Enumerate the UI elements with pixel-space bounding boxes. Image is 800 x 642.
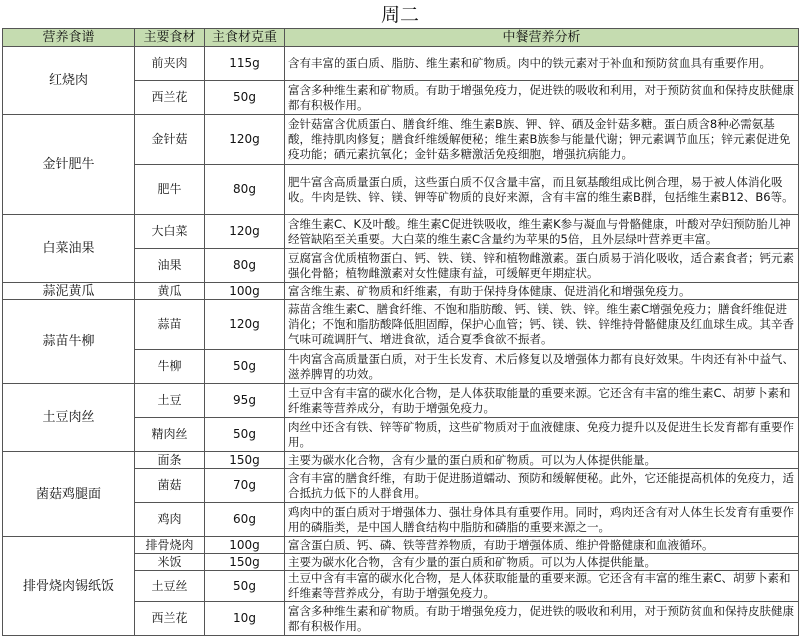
nutrition-analysis: 豆腐富含优质植物蛋白、钙、铁、镁、锌和植物雌激素。蛋白质易于消化吸收，适合素食者；钙元素强化骨骼；植物雌激素对女性健康有益，可缓解更年期症状。 xyxy=(285,249,799,283)
ingredient-name: 土豆丝 xyxy=(135,571,205,602)
ingredient-weight: 50g xyxy=(205,81,285,115)
table-body xyxy=(3,47,799,636)
dish-name: 金针肥牛 xyxy=(3,115,135,215)
ingredient-name: 油果 xyxy=(135,249,205,283)
ingredient-weight: 120g xyxy=(205,115,285,165)
ingredient-weight: 150g xyxy=(205,554,285,571)
ingredient-weight: 100g xyxy=(205,537,285,554)
nutrition-analysis: 鸡肉中的蛋白质对于增强体力、强壮身体具有重要作用。同时，鸡肉还含有对人体生长发育有重要作用的磷脂类，是中国人膳食结构中脂肪和磷脂的重要来源之一。 xyxy=(285,503,799,537)
nutrition-table xyxy=(2,28,799,636)
ingredient-weight: 50g xyxy=(205,350,285,384)
dish-name: 排骨烧肉锡纸饭 xyxy=(3,537,135,636)
ingredient-name: 蒜苗 xyxy=(135,300,205,350)
ingredient-weight: 70g xyxy=(205,469,285,503)
ingredient-name: 牛柳 xyxy=(135,350,205,384)
table-row xyxy=(3,300,799,350)
ingredient-name: 西兰花 xyxy=(135,81,205,115)
table-row xyxy=(3,384,799,418)
ingredient-name: 大白菜 xyxy=(135,215,205,249)
ingredient-weight: 115g xyxy=(205,47,285,81)
ingredient-name: 菌菇 xyxy=(135,469,205,503)
dish-name: 土豆肉丝 xyxy=(3,384,135,452)
table-row xyxy=(3,283,799,300)
nutrition-analysis: 土豆中含有丰富的碳水化合物，是人体获取能量的重要来源。它还含有丰富的维生素C、胡萝卜素和纤维素等营养成分，有助于增强免疫力。 xyxy=(285,384,799,418)
dish-name: 红烧肉 xyxy=(3,47,135,115)
page-title: 周二 xyxy=(380,4,419,26)
dish-name: 蒜泥黄瓜 xyxy=(3,283,135,300)
nutrition-analysis: 富含多种维生素和矿物质。有助于增强免疫力，促进铁的吸收和利用，对于预防贫血和保持皮肤健康都有积极作用。 xyxy=(285,602,799,636)
ingredient-weight: 80g xyxy=(205,165,285,215)
nutrition-analysis: 金针菇富含优质蛋白、膳食纤维、维生素B族、钾、锌、硒及金针菇多糖。蛋白质含8种必需氨基酸，维持肌肉修复；膳食纤维缓解便秘；维生素B族参与能量代谢；钾元素调节血压；锌元素促进免疫功能；硒元素抗氧化；金针菇多糖激活免疫细胞，增强抗病能力。 xyxy=(285,115,799,165)
nutrition-analysis: 含维生素C、K及叶酸。维生素C促进铁吸收，维生素K参与凝血与骨骼健康，叶酸对孕妇预防胎儿神经管缺陷至关重要。大白菜的维生素C含量约为苹果的5倍，且外层绿叶营养更丰富。 xyxy=(285,215,799,249)
ingredient-weight: 120g xyxy=(205,215,285,249)
ingredient-weight: 95g xyxy=(205,384,285,418)
nutrition-analysis: 富含维生素、矿物质和纤维素，有助于保持身体健康、促进消化和增强免疫力。 xyxy=(285,283,799,300)
table-row xyxy=(3,47,799,81)
table-row xyxy=(3,215,799,249)
nutrition-analysis: 土豆中含有丰富的碳水化合物，是人体获取能量的重要来源。它还含有丰富的维生素C、胡萝卜素和纤维素等营养成分，有助于增强免疫力。 xyxy=(285,571,799,602)
header-ingredient: 主要食材 xyxy=(135,29,205,47)
table-row xyxy=(3,537,799,554)
nutrition-analysis: 主要为碳水化合物，含有少量的蛋白质和矿物质。可以为人体提供能量。 xyxy=(285,554,799,571)
ingredient-weight: 100g xyxy=(205,283,285,300)
ingredient-name: 西兰花 xyxy=(135,602,205,636)
ingredient-weight: 150g xyxy=(205,452,285,469)
nutrition-analysis: 主要为碳水化合物，含有少量的蛋白质和矿物质。可以为人体提供能量。 xyxy=(285,452,799,469)
dish-name: 蒜苗牛柳 xyxy=(3,300,135,384)
nutrition-analysis: 含有丰富的蛋白质、脂肪、维生素和矿物质。肉中的铁元素对于补血和预防贫血具有重要作用。 xyxy=(285,47,799,81)
header-recipe: 营养食谱 xyxy=(3,29,135,47)
ingredient-name: 鸡肉 xyxy=(135,503,205,537)
ingredient-name: 前夹肉 xyxy=(135,47,205,81)
ingredient-weight: 10g xyxy=(205,602,285,636)
nutrition-analysis: 富含蛋白质、钙、磷、铁等营养物质，有助于增强体质、维护骨骼健康和血液循环。 xyxy=(285,537,799,554)
ingredient-name: 肥牛 xyxy=(135,165,205,215)
nutrition-analysis: 富含多种维生素和矿物质。有助于增强免疫力，促进铁的吸收和利用，对于预防贫血和保持皮肤健康都有积极作用。 xyxy=(285,81,799,115)
table-header-row xyxy=(3,29,799,47)
ingredient-name: 土豆 xyxy=(135,384,205,418)
nutrition-analysis: 含有丰富的膳食纤维，有助于促进肠道蠕动、预防和缓解便秘。此外，它还能提高机体的免疫力，适合抵抗力低下的人群食用。 xyxy=(285,469,799,503)
ingredient-name: 排骨烧肉 xyxy=(135,537,205,554)
ingredient-weight: 80g xyxy=(205,249,285,283)
dish-name: 菌菇鸡腿面 xyxy=(3,452,135,537)
table-row xyxy=(3,452,799,469)
nutrition-analysis: 肉丝中还含有铁、锌等矿物质，这些矿物质对于血液健康、免疫力提升以及促进生长发育都有重要作用。 xyxy=(285,418,799,452)
ingredient-weight: 50g xyxy=(205,571,285,602)
ingredient-weight: 50g xyxy=(205,418,285,452)
ingredient-name: 金针菇 xyxy=(135,115,205,165)
ingredient-name: 黄瓜 xyxy=(135,283,205,300)
table-row xyxy=(3,115,799,165)
ingredient-name: 面条 xyxy=(135,452,205,469)
ingredient-weight: 60g xyxy=(205,503,285,537)
ingredient-name: 米饭 xyxy=(135,554,205,571)
nutrition-analysis: 蒜苗含维生素C、膳食纤维、不饱和脂肪酸、钙、镁、铁、锌。维生素C增强免疫力；膳食纤维促进消化；不饱和脂肪酸降低胆固醇，保护心血管；钙、镁、铁、锌维持骨骼健康及红血球生成。其辛香气味可疏调肝气、增进食欲，适合夏季食欲不振者。 xyxy=(285,300,799,350)
nutrition-analysis: 肥牛富含高质量蛋白质，这些蛋白质不仅含量丰富，而且氨基酸组成比例合理，易于被人体消化吸收。牛肉是铁、锌、镁、钾等矿物质的良好来源，含有丰富的维生素B群，包括维生素B12、B6等。 xyxy=(285,165,799,215)
header-weight: 主食材克重 xyxy=(205,29,285,47)
nutrition-analysis: 牛肉富含高质量蛋白质，对于生长发育、术后修复以及增强体力都有良好效果。牛肉还有补中益气、滋养脾胃的功效。 xyxy=(285,350,799,384)
ingredient-weight: 120g xyxy=(205,300,285,350)
dish-name: 白菜油果 xyxy=(3,215,135,283)
header-analysis: 中餐营养分析 xyxy=(285,29,799,47)
ingredient-name: 精肉丝 xyxy=(135,418,205,452)
